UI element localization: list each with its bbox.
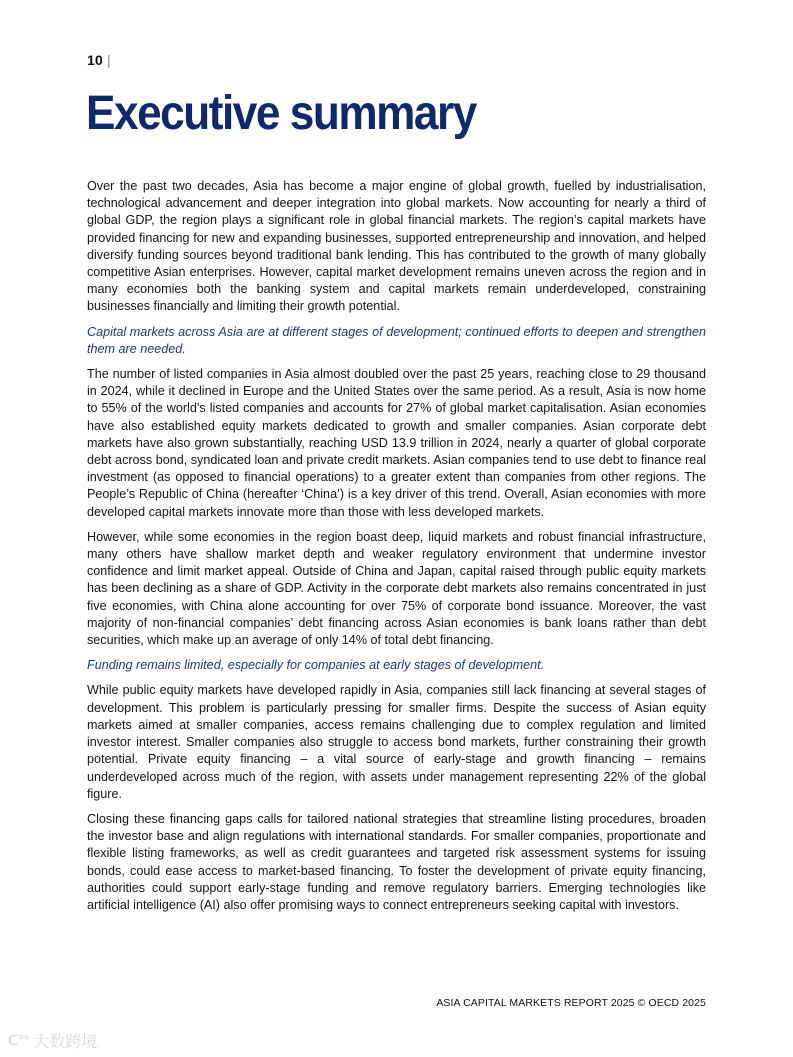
page-footer: ASIA CAPITAL MARKETS REPORT 2025 © OECD 2025	[436, 997, 706, 1009]
subheading-funding-limited: Funding remains limited, especially for companies at early stages of development.	[87, 658, 545, 673]
paragraph-financing-stages: While public equity markets have developed rapidly in Asia, companies still lack financing at several stages of development. This problem is particularly pressing for smaller firms. Despite the success of Asian equity markets aimed at smaller companies, access remains challenging due to complex regulation and limited investor interest. Smaller companies also struggle to access bond markets, further constraining their growth potential. Private equity financing – a vital source of early-stage and growth financing – remains underdeveloped across much of the region, with assets under management representing 22% of the global figure.	[87, 683, 706, 801]
watermark	[8, 1029, 97, 1052]
page-number	[87, 52, 111, 68]
page-number-value: 10	[87, 52, 103, 68]
paragraph-intro: Over the past two decades, Asia has become a major engine of global growth, fuelled by industrialisation, technological advancement and deeper integration into global markets. Now accounting for nearly a third of global GDP, the region plays a significant role in global financial markets. The region’s capital markets have provided financing for new and expanding businesses, supported entrepreneurship and innovation, and helped diversify funding sources beyond traditional bank lending. This has contributed to the growth of many globally competitive Asian enterprises. However, capital market development remains uneven across the region and in many economies both the banking system and capital markets remain underdeveloped, constraining businesses financially and limiting their growth potential.	[87, 179, 706, 314]
page-title: Executive summary	[86, 87, 476, 140]
executive-summary-body	[87, 178, 706, 922]
subheading-capital-markets: Capital markets across Asia are at different stages of development; continued efforts to deepen and strengthen them are needed.	[87, 324, 706, 356]
paragraph-policy-recommendations: Closing these financing gaps calls for tailored national strategies that streamline listing procedures, broaden the investor base and align regulations with international standards. For smaller companies, proportionate and flexible listing frameworks, as well as credit guarantees and targeted risk assessment systems for issuing bonds, could ease access to market-based financing. To foster the development of private equity financing, authorities could support early-stage funding and remove regulatory barriers. Emerging technologies like artificial intelligence (AI) also offer promising ways to connect entrepreneurs seeking capital with investors.	[87, 811, 706, 912]
logo-icon: ᑕ°°	[8, 1032, 30, 1048]
page-number-separator: |	[106, 52, 111, 68]
paragraph-market-depth: However, while some economies in the region boast deep, liquid markets and robust financial infrastructure, many others have shallow market depth and weaker regulatory environment that undermine investor confidence and limit market appeal. Outside of China and Japan, capital raised through public equity markets has been declining as a share of GDP. Activity in the corporate debt markets also remains concentrated in just five economies, with China alone accounting for over 75% of corporate bond issuance. Moreover, the vast majority of non-financial companies’ debt financing across Asian economies is bank loans rather than debt securities, which make up an average of only 14% of total debt financing.	[87, 529, 706, 648]
watermark-text: 大数跨境	[33, 1034, 98, 1051]
paragraph-listed-companies: The number of listed companies in Asia almost doubled over the past 25 years, reaching close to 29 thousand in 2024, while it declined in Europe and the United States over the same period. As a result, Asia is now home to 55% of the world’s listed companies and accounts for 27% of global market capitalisation. Asian economies have also established equity markets dedicated to growth and smaller companies. Asian corporate debt markets have also grown substantially, reaching USD 13.9 trillion in 2024, nearly a quarter of global corporate debt across bond, syndicated loan and private credit markets. Asian companies tend to use debt to finance real investment (as opposed to financial operations) to a greater extent than companies from other regions. The People’s Republic of China (hereafter ‘China’) is a key driver of this trend. Overall, Asian economies with more developed capital markets innovate more than those with less developed markets.	[87, 367, 706, 519]
